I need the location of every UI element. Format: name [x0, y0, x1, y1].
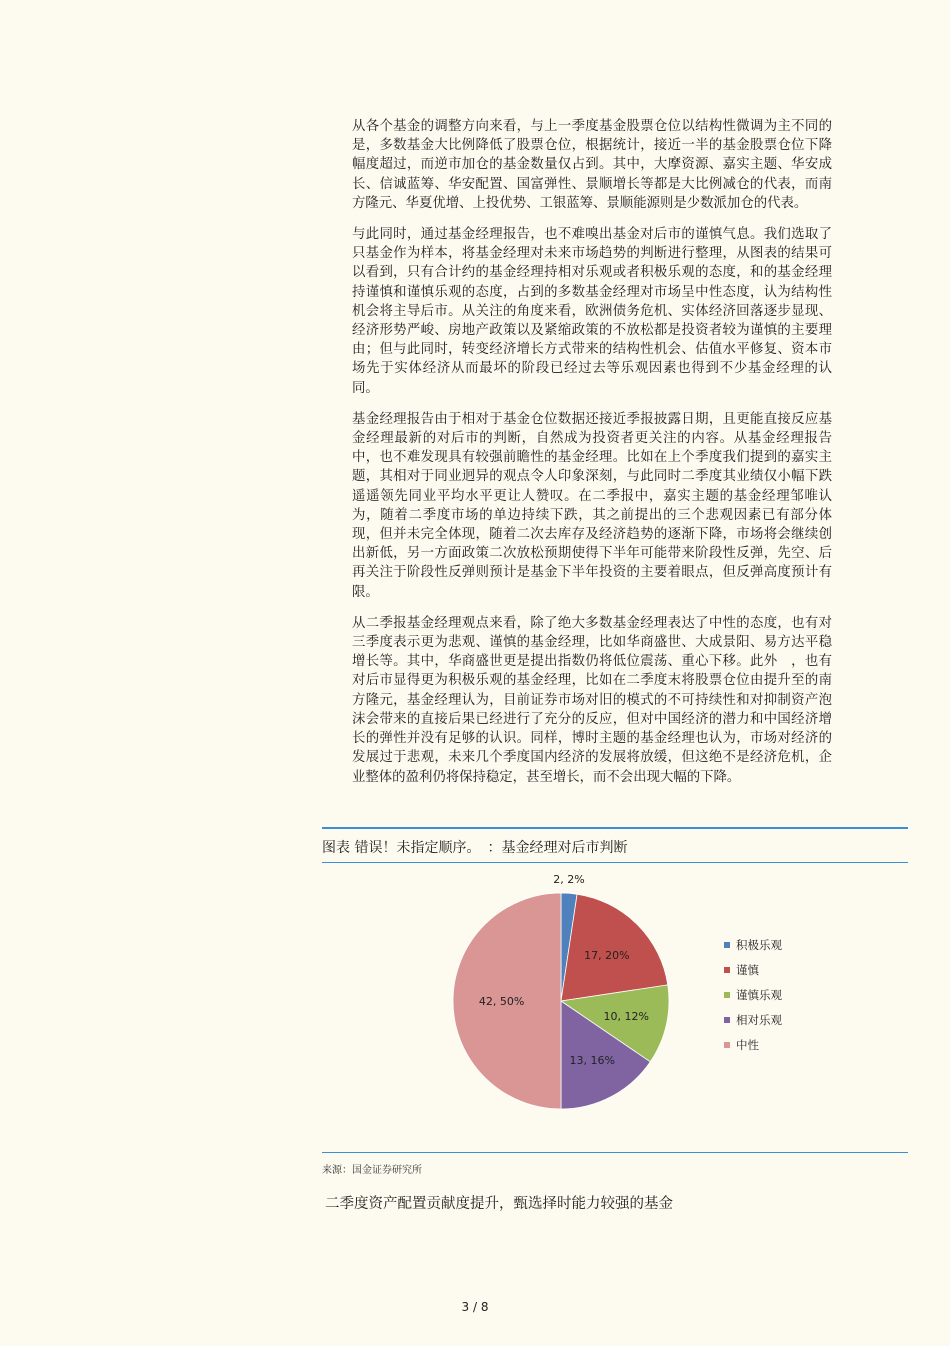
- legend-label-3: 相对乐观: [736, 1013, 782, 1027]
- figure-source: 来源：国金证券研究所: [322, 1165, 422, 1176]
- pie-data-label-1: 17, 20%: [584, 949, 630, 963]
- pie-data-label-4: 42, 50%: [478, 995, 525, 1008]
- legend-swatch-3: [724, 1017, 730, 1023]
- paragraph-2: 与此同时，通过基金经理报告，也不难嗅出基金对后市的谨慎气息。我们选取了只基金作为样本，将基金经理对未来市场趋势的判断进行整理，从图表的结果可以看到，只有合计约的基金经理持相对乐观或者积极乐观的态度，和的基金经理持谨慎和谨慎乐观的态度，占到的多数基金经理对市场呈中性态度，认为结构性机会将主导后市。从关注的角度来看，欧洲债务危机、实体经济回落逐步显现、经济形势严峻、房地产政策以及紧缩政策的不放松都是投资者较为谨慎的主要理由；但与此同时，转变经济增长方式带来的结构性机会、估值水平修复、资本市场先于实体经济从而最坏的阶段已经过去等乐观因素也得到不少基金经理的认同。: [352, 227, 832, 396]
- pie-data-label-2: 10, 12%: [603, 1009, 650, 1023]
- pie-slice-1: [561, 894, 668, 1001]
- figure-title: 图表 错误！未指定顺序。 ：基金经理对后市判断: [322, 840, 628, 856]
- paragraph-1: 从各个基金的调整方向来看，与上一季度基金股票仓位以结构性微调为主不同的是，多数基金大比例降低了股票仓位，根据统计，接近一半的基金股票仓位下降幅度超过，而逆市加仓的基金数量仅占到。其中，大摩资源、嘉实主题、华安成长、信诚蓝筹、华安配置、国富弹性、景顺增长等都是大比例减仓的代表，而南方隆元、华夏优增、上投优势、工银蓝筹、景顺能源则是少数派加仓的代表。: [352, 119, 832, 211]
- paragraph-3: 基金经理报告由于相对于基金仓位数据还接近季报披露日期，且更能直接反应基金经理最新的对后市的判断，自然成为投资者更关注的内容。从基金经理报告中，也不难发现具有较强前瞻性的基金经理。比如在上个季度我们提到的嘉实主题，其相对于同业迥异的观点令人印象深刻，与此同时二季度其业绩仅小幅下跌遥遥领先同业平均水平更让人赞叹。在二季报中，嘉实主题的基金经理邹唯认为，随着二季度市场的单边持续下跌，其之前提出的三个悲观因素已有部分体现，但并未完全体现，随着二次去库存及经济趋势的逐渐下降，市场将会继续创出新低，另一方面政策二次放松预期使得下半年可能带来阶段性反弹，先空、后再关注于阶段性反弹则预计是基金下半年投资的主要着眼点，但反弹高度预计有限。: [352, 411, 832, 600]
- figure-bottom-rule: [322, 1152, 908, 1153]
- legend-label-1: 谨慎: [736, 963, 759, 977]
- section-heading: 二季度资产配置贡献度提升，甄选择时能力较强的基金: [325, 1196, 673, 1212]
- pie-chart: [322, 862, 908, 1150]
- pie-data-label-0: 2, 2%: [553, 873, 585, 886]
- legend-swatch-4: [724, 1042, 730, 1048]
- pie-data-label-3: 13, 16%: [569, 1054, 616, 1068]
- page-number: 3 / 8: [461, 1300, 489, 1314]
- legend-swatch-1: [724, 967, 730, 973]
- paragraph-4: 从二季报基金经理观点来看，除了绝大多数基金经理表达了中性的态度，也有对三季度表示更为悲观、谨慎的基金经理，比如华商盛世、大成景阳、易方达平稳增长等。其中，华商盛世更是提出指数仍将低位震荡、重心下移。此外 ，也有对后市显得更为积极乐观的基金经理，比如在二季度末将股票仓位由提升至的南方隆元，基金经理认为，目前证券市场对旧的模式的不可持续性和对抑制资产泡沫会带来的直接后果已经进行了充分的反应，但对中国经济的潜力和中国经济增长的弹性并没有足够的认识。同样，博时主题的基金经理也认为，市场对经济的发展过于悲观，未来几个季度国内经济的发展将放缓，但这绝不是经济危机，企业整体的盈利仍将保持稳定，甚至增长，而不会出现大幅的下降。: [352, 615, 832, 785]
- legend-label-0: 积极乐观: [736, 938, 782, 952]
- legend-swatch-0: [724, 942, 730, 948]
- figure-top-rule: [322, 827, 908, 829]
- body-text: [352, 117, 832, 799]
- legend-label-2: 谨慎乐观: [736, 988, 782, 1002]
- legend-swatch-2: [724, 992, 730, 998]
- legend-label-4: 中性: [736, 1038, 759, 1052]
